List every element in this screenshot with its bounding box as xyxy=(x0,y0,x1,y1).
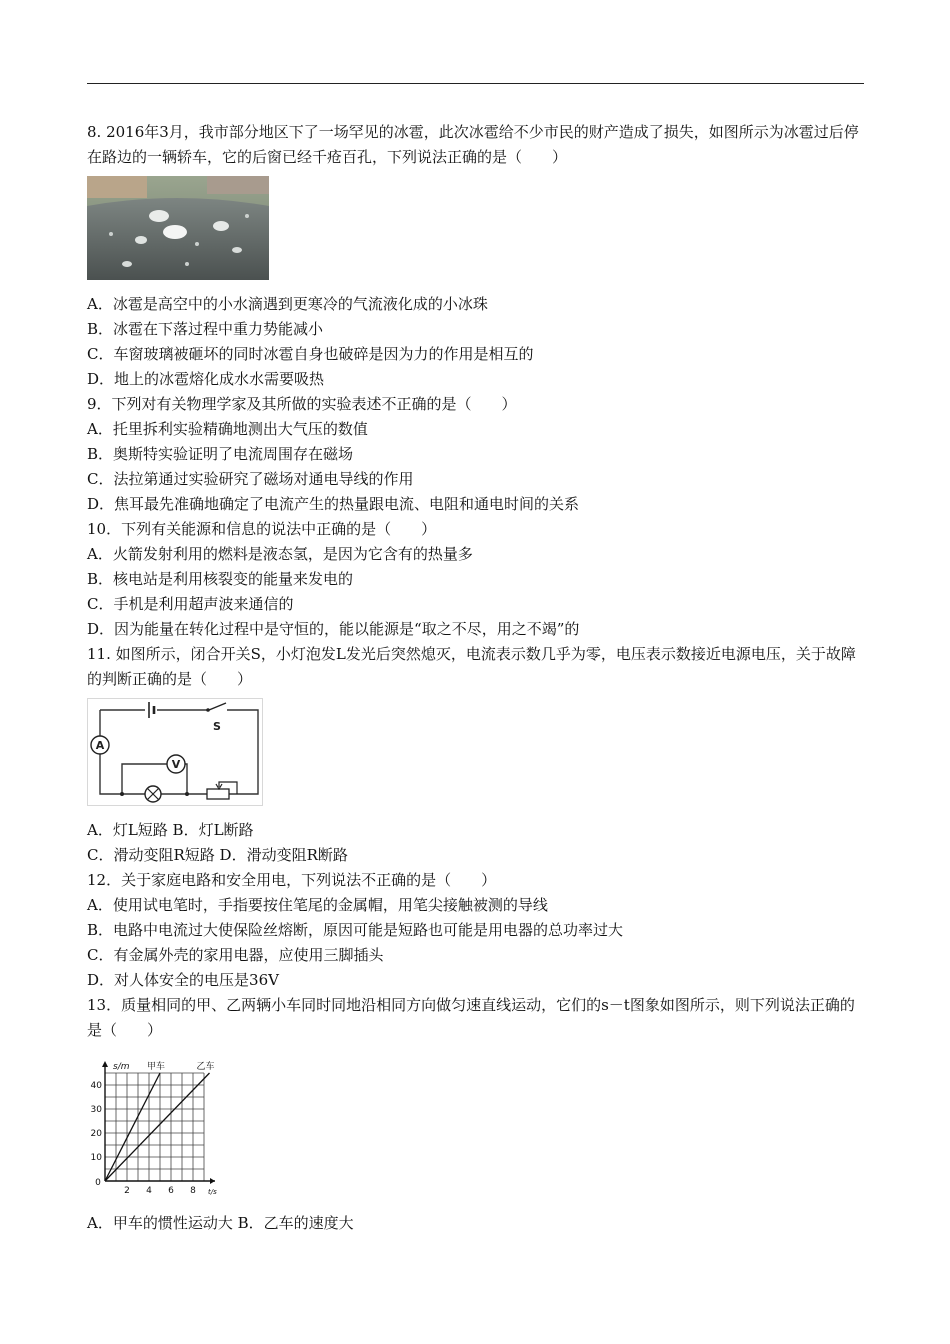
y-axis-arrow xyxy=(102,1061,108,1067)
question-8-text: 8. 2016年3月，我市部分地区下了一场罕见的冰雹，此次冰雹给不少市民的财产造成了损失，如图所示为冰雹过后停在路边的一辆轿车，它的后窗已经千疮百孔，下列说法正确的是（ ） xyxy=(87,123,859,166)
q9-option-c: C．法拉第通过实验研究了磁场对通电导线的作用 xyxy=(87,470,414,488)
q12-option-c: C．有金属外壳的家用电器，应使用三脚插头 xyxy=(87,946,384,964)
circuit-diagram xyxy=(87,698,867,810)
voltmeter-label: V xyxy=(171,758,181,771)
x-tick-label: 4 xyxy=(146,1186,152,1196)
q8-option-a: A．冰雹是高空中的小水滴遇到更寒冷的气流液化成的小冰珠 xyxy=(87,295,488,313)
x-axis-label: t/s xyxy=(208,1188,217,1196)
q9-option-b: B．奥斯特实验证明了电流周围存在磁场 xyxy=(87,445,354,463)
series-line-jia xyxy=(105,1073,160,1181)
x-axis-arrow xyxy=(210,1178,215,1184)
series-label-yi: 乙车 xyxy=(196,1062,215,1072)
x-tick-label: 0 xyxy=(95,1178,101,1188)
q8-option-b: B．冰雹在下落过程中重力势能减小 xyxy=(87,320,324,338)
question-9-text: 9．下列对有关物理学家及其所做的实验表述不正确的是（ ） xyxy=(87,395,517,413)
question-12-text: 12．关于家庭电路和安全用电，下列说法不正确的是（ ） xyxy=(87,871,497,889)
x-tick-label: 8 xyxy=(190,1186,196,1196)
question-11-text: 11. 如图所示，闭合开关S，小灯泡发L发光后突然熄灭，电流表示数几乎为零，电压表示数接近电源电压，关于故障的判断正确的是（ ） xyxy=(87,645,856,688)
q13-option-ab: A．甲车的惯性运动大 B．乙车的速度大 xyxy=(87,1214,354,1232)
q11-option-ab: A．灯L短路 B．灯L断路 xyxy=(87,821,254,839)
rheostat-symbol xyxy=(207,789,229,799)
y-axis-label: s/m xyxy=(113,1062,130,1072)
q12-option-a: A．使用试电笔时，手指要按住笔尾的金属帽，用笔尖接触被测的导线 xyxy=(87,896,548,914)
q11-option-cd: C．滑动变阻R短路 D．滑动变阻R断路 xyxy=(87,846,348,864)
q10-option-d: D．因为能量在转化过程中是守恒的，能以能源是“取之不尽，用之不竭”的 xyxy=(87,620,580,638)
question-13-text: 13．质量相同的甲、乙两辆小车同时同地沿相同方向做匀速直线运动，它们的s－t图象如图所示，则下列说法正确的是（ ） xyxy=(87,996,855,1039)
series-label-jia: 甲车 xyxy=(146,1062,166,1072)
q10-option-b: B．核电站是利用核裂变的能量来发电的 xyxy=(87,570,354,588)
q9-option-d: D．焦耳最先准确地确定了电流产生的热量跟电流、电阻和通电时间的关系 xyxy=(87,495,580,513)
switch-label: S xyxy=(213,720,221,733)
q8-option-c: C．车窗玻璃被砸坏的同时冰雹自身也破碎是因为力的作用是相互的 xyxy=(87,345,534,363)
q12-option-d: D．对人体安全的电压是36V xyxy=(87,971,279,989)
y-tick-label: 10 xyxy=(90,1153,102,1163)
x-tick-label: 2 xyxy=(124,1186,130,1196)
q10-option-c: C．手机是利用超声波来通信的 xyxy=(87,595,294,613)
ammeter-label: A xyxy=(95,739,105,752)
q10-option-a: A．火箭发射利用的燃料是液态氢，是因为它含有的热量多 xyxy=(87,545,473,563)
y-tick-label: 20 xyxy=(90,1129,102,1139)
y-tick-label: 30 xyxy=(90,1105,102,1115)
q12-option-b: B．电路中电流过大使保险丝熔断，原因可能是短路也可能是用电器的总功率过大 xyxy=(87,921,624,939)
header-rule xyxy=(87,83,864,84)
hail-car-photo xyxy=(87,176,867,284)
q9-option-a: A．托里拆利实验精确地测出大气压的数值 xyxy=(87,420,368,438)
page-content xyxy=(87,120,867,1236)
x-tick-label: 6 xyxy=(168,1186,174,1196)
st-graph xyxy=(87,1051,867,1205)
q8-option-d: D．地上的冰雹熔化成水水需要吸热 xyxy=(87,370,325,388)
series-line-yi xyxy=(105,1073,210,1181)
question-10-text: 10．下列有关能源和信息的说法中正确的是（ ） xyxy=(87,520,437,538)
y-tick-label: 40 xyxy=(90,1081,102,1091)
